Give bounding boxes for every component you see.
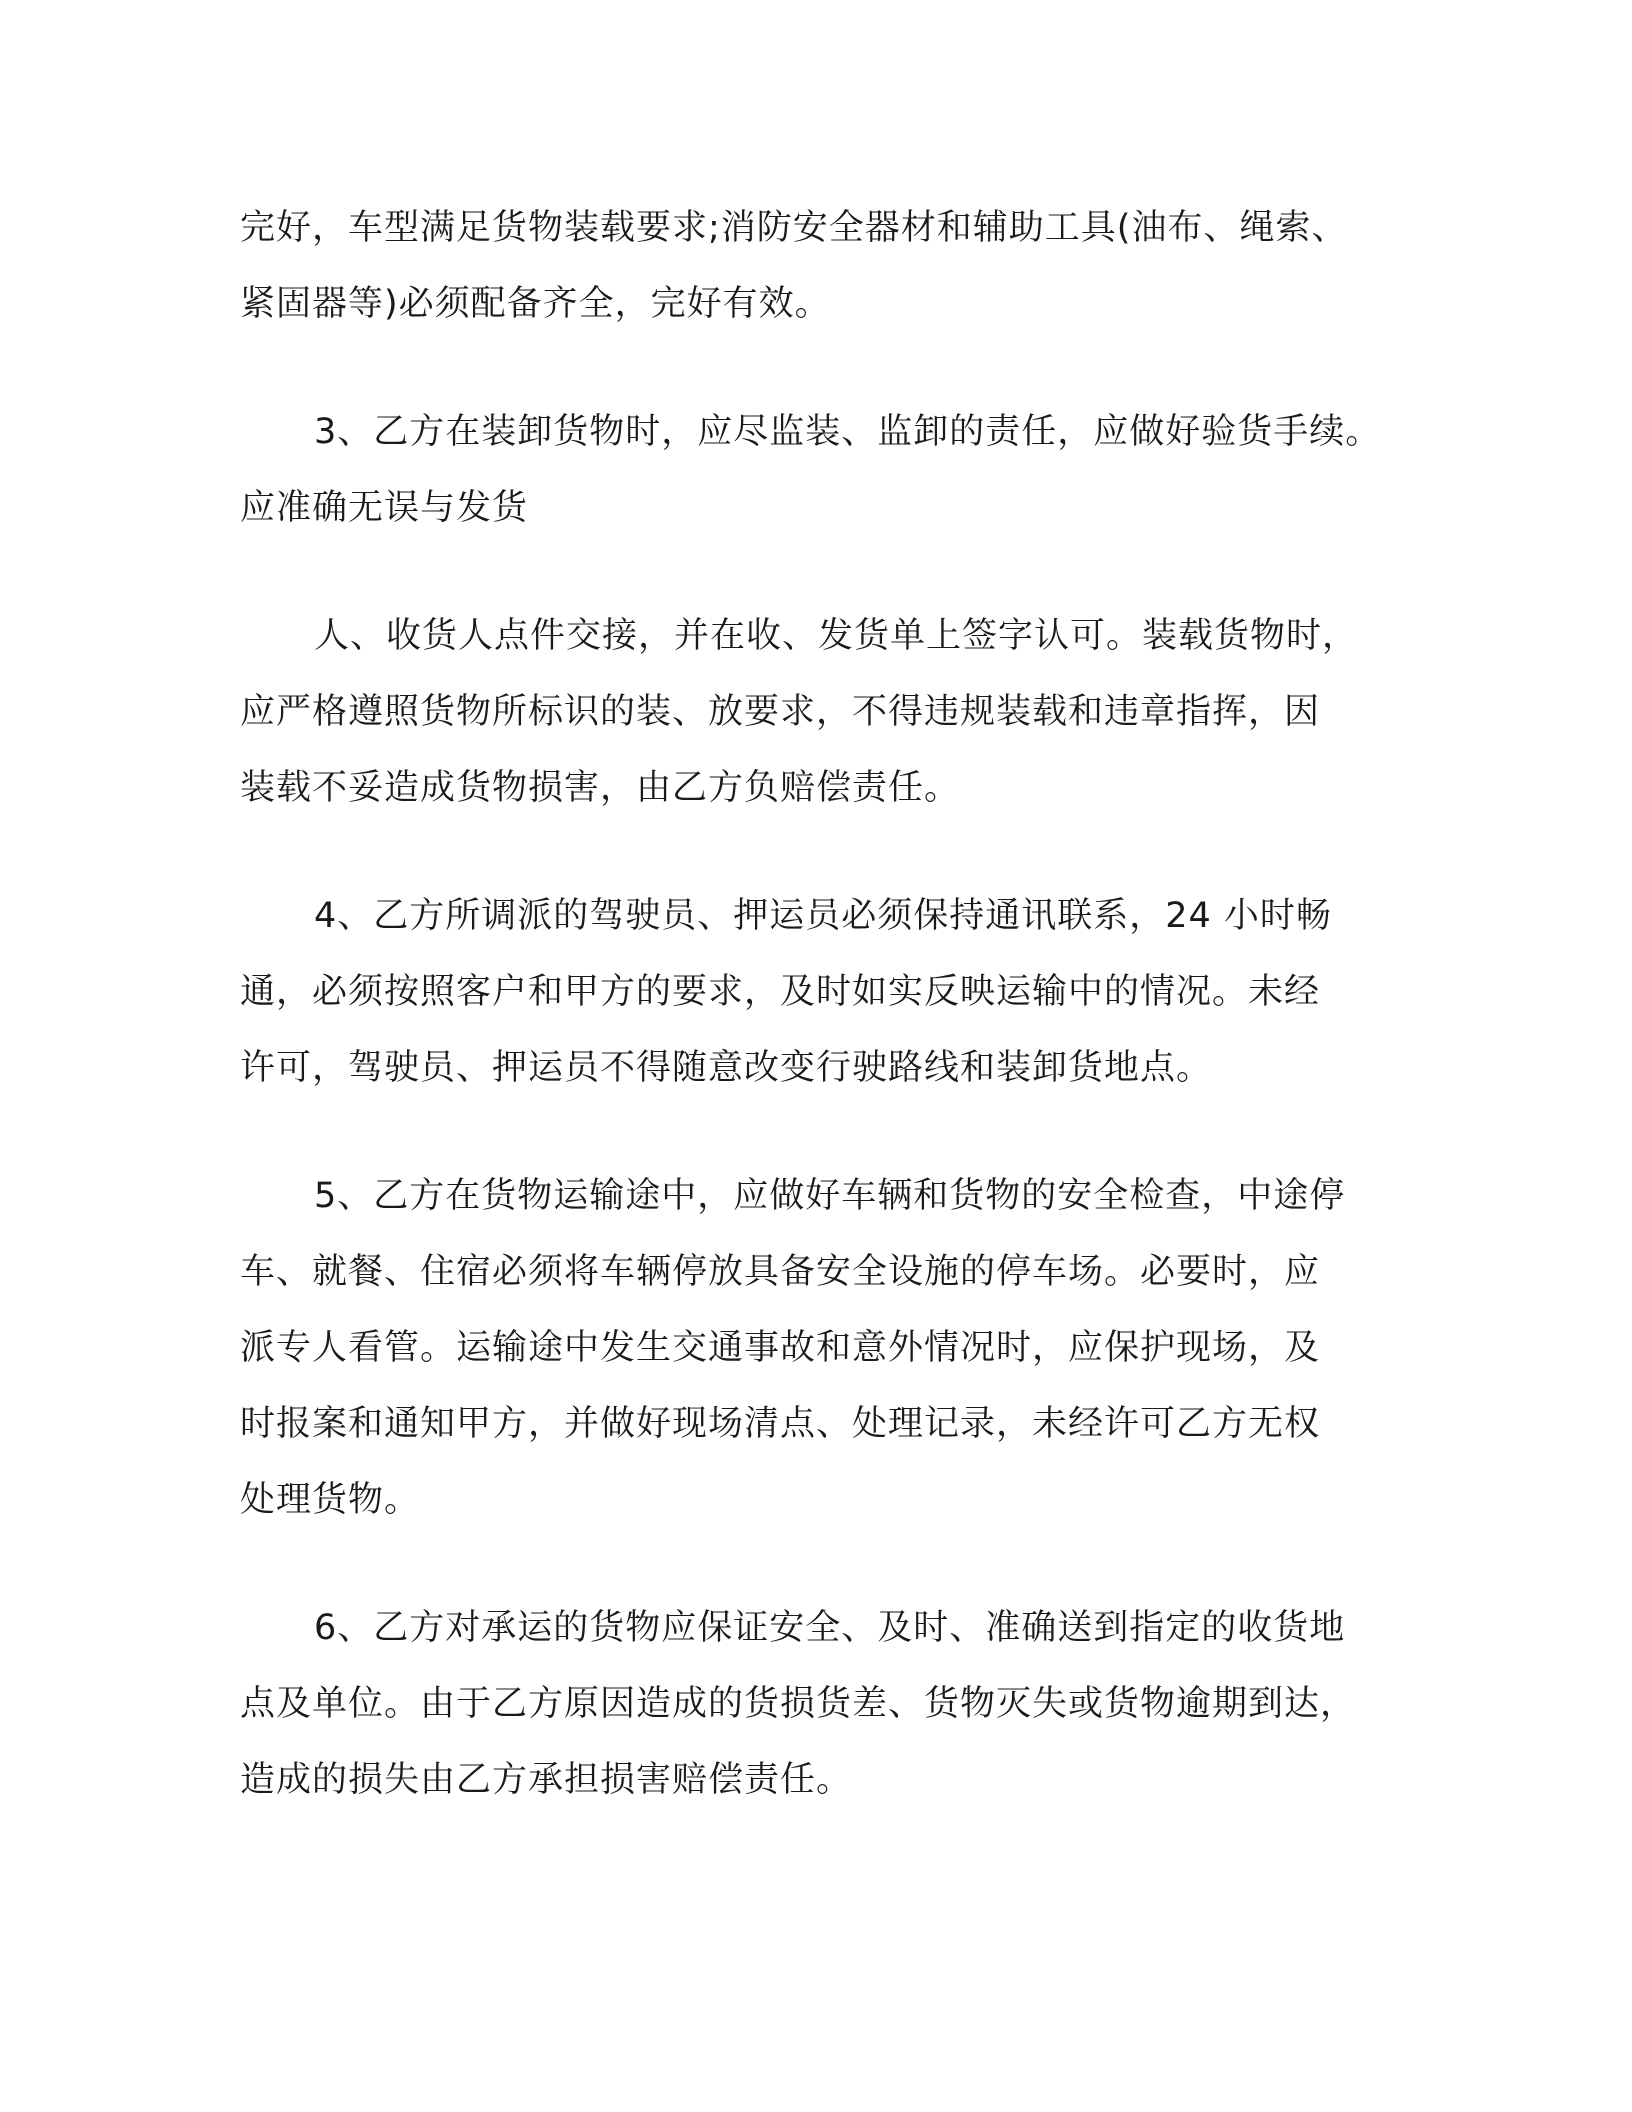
text-line: 处理货物。 <box>240 1480 421 1520</box>
text-line: 紧固器等)必须配备齐全，完好有效。 <box>240 284 831 324</box>
text-line: 3、乙方在装卸货物时，应尽监装、监卸的责任，应做好验货手续。 <box>314 412 1382 452</box>
paragraph-item-4 <box>240 878 1400 1106</box>
paragraph-continuation <box>240 190 1400 342</box>
text-line: 车、就餐、住宿必须将车辆停放具备安全设施的停车场。必要时，应 <box>240 1252 1321 1292</box>
text-line: 5、乙方在货物运输途中，应做好车辆和货物的安全检查，中途停 <box>314 1176 1346 1216</box>
text-line: 装载不妥造成货物损害，由乙方负赔偿责任。 <box>240 768 961 808</box>
paragraph-item-3-continued <box>240 598 1400 826</box>
text-line: 应准确无误与发货 <box>240 488 529 528</box>
paragraph-item-3 <box>240 394 1400 546</box>
text-line: 人、收货人点件交接，并在收、发货单上签字认可。装载货物时， <box>314 616 1359 656</box>
text-line: 4、乙方所调派的驾驶员、押运员必须保持通讯联系，24 小时畅 <box>314 896 1332 936</box>
paragraph-item-5 <box>240 1158 1400 1538</box>
text-line: 应严格遵照货物所标识的装、放要求，不得违规装载和违章指挥，因 <box>240 692 1321 732</box>
text-line: 点及单位。由于乙方原因造成的货损货差、货物灭失或货物逾期到达， <box>240 1684 1357 1724</box>
text-line: 6、乙方对承运的货物应保证安全、及时、准确送到指定的收货地 <box>314 1608 1346 1648</box>
text-line: 通，必须按照客户和甲方的要求，及时如实反映运输中的情况。未经 <box>240 972 1321 1012</box>
text-line: 时报案和通知甲方，并做好现场清点、处理记录，未经许可乙方无权 <box>240 1404 1321 1444</box>
text-line: 派专人看管。运输途中发生交通事故和意外情况时，应保护现场，及 <box>240 1328 1321 1368</box>
document-body <box>240 190 1400 1818</box>
text-line: 完好，车型满足货物装载要求;消防安全器材和辅助工具(油布、绳索、 <box>240 208 1348 248</box>
paragraph-item-6 <box>240 1590 1400 1818</box>
text-line: 许可，驾驶员、押运员不得随意改变行驶路线和装卸货地点。 <box>240 1048 1213 1088</box>
text-line: 造成的损失由乙方承担损害赔偿责任。 <box>240 1760 853 1800</box>
